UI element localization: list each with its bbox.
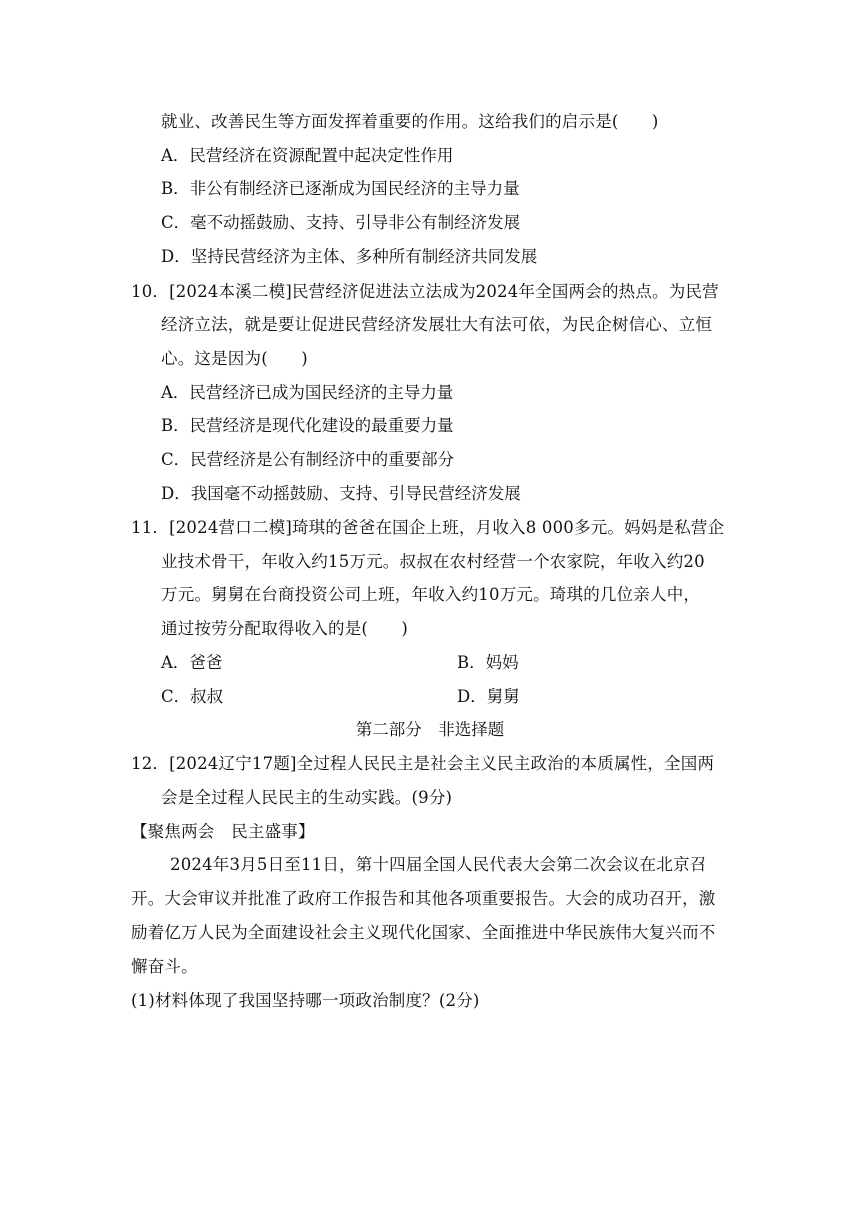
q9-stem-tail: 就业、改善民生等方面发挥着重要的作用。这给我们的启示是( ) [161,112,659,131]
q10-option-d: D．我国毫不动摇鼓励、支持、引导民营经济发展 [161,484,521,503]
q9-option-a: A．民营经济在资源配置中起决定性作用 [161,146,454,165]
q10-stem-line-2: 经济立法，就是要让促进民营经济发展壮大有法可依，为民企树信心、立恒 [161,315,713,334]
q9-option-b: B．非公有制经济已逐渐成为国民经济的主导力量 [161,179,520,198]
q12-material-line-4: 懈奋斗。 [131,957,198,976]
section-title: 第二部分 非选择题 [355,720,505,739]
q11-stem-line-1: 11．[2024营口二模]琦琪的爸爸在国企上班，月收入8 000多元。妈妈是私营企 [131,518,725,537]
q11-stem-line-3: 万元。舅舅在台商投资公司上班，年收入约10万元。琦琪的几位亲人中， [161,585,701,604]
q11-option-b: B．妈妈 [457,653,519,672]
q12-material-line-1: 2024年3月5日至11日，第十四届全国人民代表大会第二次会议在北京召 [170,855,707,874]
q10-option-b: B．民营经济是现代化建设的最重要力量 [161,416,454,435]
q11-stem-line-4: 通过按劳分配取得收入的是( ) [161,619,409,638]
q11-option-d: D．舅舅 [457,687,520,706]
q12-sub-question-1: (1)材料体现了我国坚持哪一项政治制度？(2分) [131,991,480,1010]
q11-option-a: A．爸爸 [161,653,223,672]
q12-stem-line-1: 12．[2024辽宁17题]全过程人民民主是社会主义民主政治的本质属性，全国两 [131,754,715,773]
q10-stem-line-3: 心。这是因为( ) [161,349,308,368]
q9-option-d: D．坚持民营经济为主体、多种所有制经济共同发展 [161,247,538,266]
q12-material-line-3: 励着亿万人民为全面建设社会主义现代化国家、全面推进中华民族伟大复兴而不 [131,923,716,942]
q12-stem-line-2: 会是全过程人民民主的生动实践。(9分) [161,788,453,807]
q12-material-line-2: 开。大会审议并批准了政府工作报告和其他各项重要报告。大会的成功召开，激 [131,889,716,908]
q10-option-a: A．民营经济已成为国民经济的主导力量 [161,383,454,402]
q12-material-heading: 【聚焦两会 民主盛事】 [131,822,315,841]
q11-stem-line-2: 业技术骨干，年收入约15万元。叔叔在农村经营一个农家院，年收入约20 [161,552,705,571]
q10-stem-line-1: 10．[2024本溪二模]民营经济促进法立法成为2024年全国两会的热点。为民营 [131,282,719,301]
q11-option-c: C．叔叔 [161,687,224,706]
q10-option-c: C．民营经济是公有制经济中的重要部分 [161,450,455,469]
q9-option-c: C．毫不动摇鼓励、支持、引导非公有制经济发展 [161,213,521,232]
